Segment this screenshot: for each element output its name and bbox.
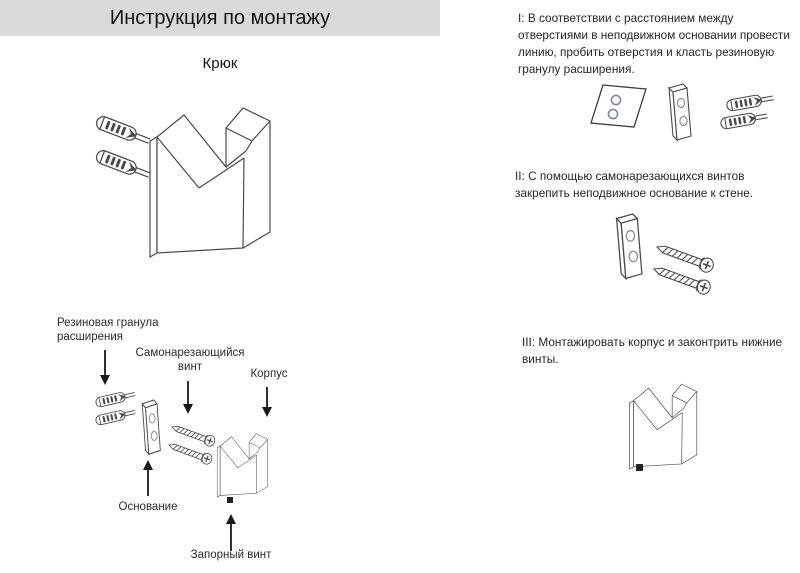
label-base: Основание	[118, 501, 178, 513]
label-self-tapping-screw: Самонарезающийся винт	[135, 347, 245, 373]
hook-body-icon	[150, 108, 270, 257]
step-3-text: III: Монтажировать корпус и законтрить нижние винты.	[522, 335, 783, 366]
lock-screw-icon	[636, 464, 643, 471]
drill-hole-icon	[611, 95, 620, 104]
hook-body-icon	[630, 384, 697, 469]
wall-anchor-icon	[95, 115, 152, 148]
wall-anchor-icon	[95, 407, 136, 425]
hook-body-icon	[217, 434, 267, 497]
wall-anchor-icon	[95, 149, 152, 182]
wall-anchor-icon	[95, 389, 136, 407]
drill-hole-icon	[608, 109, 617, 118]
step-1-text: I: В соответствии с расстоянием между отверстиями в неподвижном основании провести линию, пробить отверстия и класть резиновую гранулу расширения.	[518, 11, 790, 76]
screw-icon	[170, 422, 216, 448]
base-plate-icon	[669, 84, 691, 140]
wall-anchor-icon	[726, 92, 774, 111]
base-plate-icon	[617, 214, 642, 278]
label-rubber-anchor: Резиновая гранула расширения	[57, 317, 159, 343]
wall-anchor-icon	[720, 110, 768, 129]
label-lock-screw: Запорный винт	[190, 549, 272, 561]
base-plate-icon	[142, 400, 160, 454]
lock-screw-icon	[227, 497, 233, 503]
page-title: Инструкция по монтажу	[109, 6, 331, 29]
wall-surface-icon	[591, 85, 646, 127]
label-body: Корпус	[250, 368, 288, 380]
step-2-text: II: С помощью самонарезающихся винтов закрепить неподвижное основание к стене.	[515, 169, 754, 200]
product-name: Крюк	[202, 55, 238, 72]
